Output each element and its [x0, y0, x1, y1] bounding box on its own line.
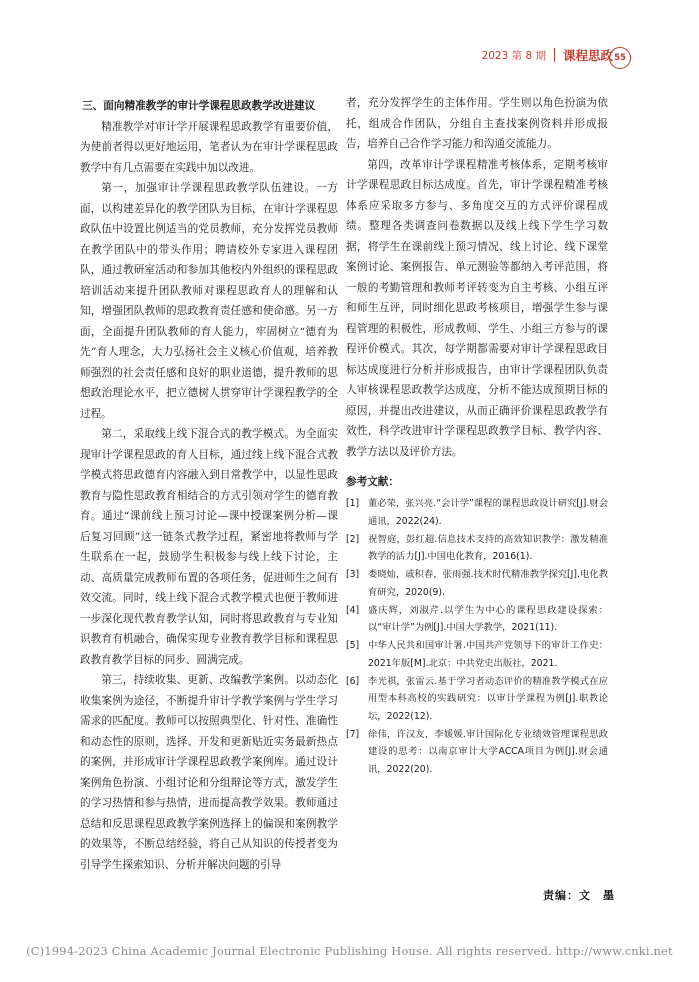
copyright-footer: (C)1994-2023 China Academic Journal Electronic Publishing House. All rights reserved. http://www.cnki.net [26, 944, 673, 958]
header-divider [554, 48, 555, 62]
reference-number: [6] [346, 675, 360, 687]
references-heading: 参考文献： [346, 476, 399, 488]
reference-text: 中华人民共和国审计署.中国共产党领导下的审计工作史：2021年版[M].北京：中共党史出版社，2021. [368, 640, 608, 669]
paragraph-fourth: 第四，改革审计学课程精准考核体系，定期考核审计学课程思政目标达成度。首先，审计学课程精准考核体系应采取多方参与、多角度交互的方式评价课程成绩。整理各类调查问卷数据以及线上线下学生学习数据，将学生在课前线上预习情况、线上讨论、线下课堂案例讨论、案例报告、单元测验等都纳入考评范围，将一般的考勤管理和教师考评转变为自主考核、小组互评和师生互评，同时细化思政考核项目，增强学生参与课程管理的积极性，形成教师、学生、小组三方参与的课程评价模式。其次，每学期都需要对审计学课程思政目标达成度进行分析并形成报告，由审计学课程团队负责人审核课程思政教学达成度，分析不能达成预期目标的原因，并提出改进建议，从而正确评价课程思政教学有效性，科学改进审计学课程思政教学目标、教学内容、教学方法以及评价方法。 [346, 158, 608, 458]
reference-number: [7] [346, 728, 360, 740]
reference-number: [1] [346, 498, 360, 509]
paragraph-continuation: 者，充分发挥学生的主体作用。学生则以角色扮演为依托，组成合作团队，分组自主查找案例资料并形成报告，培养自己合作学习能力和沟通交流能力。 [346, 97, 608, 150]
reference-item [346, 566, 608, 601]
section-label: 课程思政 [562, 48, 613, 63]
reference-item [346, 495, 608, 530]
reference-text: 祝智庭，彭红超.信息技术支持的高效知识教学：激发精准教学的活力[J].中国电化教育，2016(1). [368, 533, 608, 562]
left-column [80, 96, 338, 875]
reference-number: [2] [346, 533, 360, 545]
reference-number: [4] [346, 604, 360, 616]
editor-credit: 责编：文 墨 [543, 889, 615, 902]
reference-item [346, 602, 608, 637]
reference-text: 徐伟，许汉友，李媛媛.审计国际化专业绩效管理课程思政建设的思考：以南京审计大学ACCA项目为例[J].财会通讯，2022(20). [368, 728, 608, 775]
reference-item [346, 726, 608, 779]
reference-number: [3] [346, 569, 360, 580]
reference-text: 盛庆辉，刘淑芹.以学生为中心的课程思政建设探索：以“审计学”为例[J].中国大学教学，2021(11). [368, 604, 608, 633]
reference-list [346, 495, 608, 778]
reference-text: 李光祺，张雷云.基于学习者动态评价的精准教学模式在应用型本科高校的实践研究：以审计学课程为例[J].职教论坛，2022(12). [368, 675, 608, 722]
page-number-badge: 55 [609, 47, 631, 69]
paragraph-first: 第一，加强审计学课程思政教学队伍建设。一方面，以构建差异化的教学团队为目标，在审计学课程思政队伍中设置比例适当的党员教师，充分发挥党员教师在教学团队中的带头作用；聘请校外专家进入课程团队，通过教研室活动和参加其他校内外组织的课程思政培训活动来提升团队教师对课程思政育人的理解和认知，增强团队教师的思政教育责任感和使命感。另一方面，全面提升团队教师的育人能力，牢固树立“德育为先”育人理念，大力弘扬社会主义核心价值观，培养教师强烈的社会责任感和良好的职业道德，提升教师的思想政治理论水平，把立德树人贯穿审计学课程教学的全过程。 [80, 182, 338, 420]
running-header [482, 46, 613, 64]
paragraph-intro: 精准教学对审计学开展课程思政教学有重要价值，为使前者得以更好地运用，笔者认为在审计学课程思政教学中有几点需要在实践中加以改进。 [80, 120, 338, 174]
paragraph-third: 第三，持续收集、更新、改编教学案例。以动态化收集案例为途径，不断提升审计学教学案例与学生学习需求的匹配度。教师可以按照典型化、针对性、准确性和动态性的原则，选择、开发和更新贴近实务最新热点的案例，并形成审计学课程思政教学案例库。通过设计案例角色扮演、小组讨论和分组辩论等方式，激发学生的学习热情和参与热情，进而提高教学效果。教师通过总结和反思课程思政教学案例选择上的偏误和案例教学的效果等，不断总结经验，将自己从知识的传授者变为引导学生探索知识、分析并解决问题的引导 [80, 674, 338, 871]
paragraph-second: 第二，采取线上线下混合式的教学模式。为全面实现审计学课程思政的育人目标，通过线上线下混合式教学模式将思政德育内容融入到日常教学中，以显性思政教育与隐性思政教育相结合的方式引领对学生的德育教育。通过“课前线上预习讨论—课中授课案例分析—课后复习回顾”这一链条式教学过程，紧密地将教师与学生联系在一起，鼓励学生积极参与线上线下讨论，主动、高质量完成教师布置的各项任务，促进师生之间有效交流。同时，线上线下混合式教学模式也便于教师进一步深化现代教育教学认知，同时将思政教育与专业知识教育有机融合，确保实现专业教育教学目标和课程思政教育教学目标的同步、圆满完成。 [80, 428, 338, 666]
right-column [346, 93, 608, 779]
section-heading: 三、面向精准教学的审计学课程思政教学改进建议 [82, 100, 316, 112]
reference-item [346, 673, 608, 726]
reference-text: 娄晓灿，戚积春，张雨强.技术时代精准教学探究[J].电化教育研究，2020(9). [368, 569, 608, 598]
reference-number: [5] [346, 640, 360, 651]
reference-item [346, 531, 608, 566]
reference-text: 董必荣，张兴亮.“会计学”课程的课程思政设计研究[J].财会通讯，2022(24). [368, 498, 608, 527]
issue-label: 2023 第 8 期 [481, 49, 546, 62]
reference-item [346, 637, 608, 672]
